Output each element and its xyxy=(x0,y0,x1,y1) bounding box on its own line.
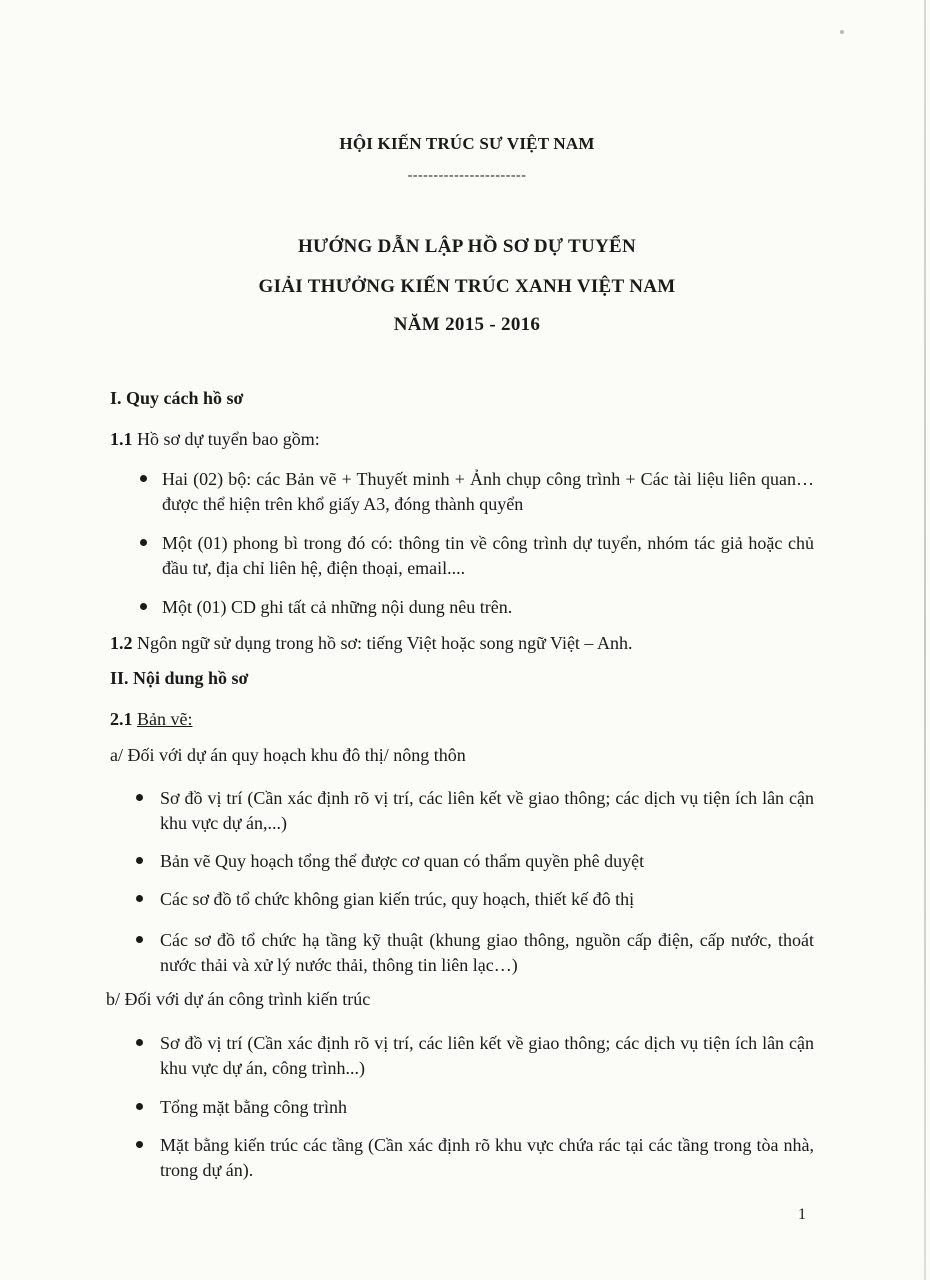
subsection-a-bullet-3: Các sơ đồ tổ chức không gian kiến trúc, quy hoạch, thiết kế đô thị xyxy=(160,889,635,909)
bullet-dot xyxy=(136,1103,143,1110)
bullet-dot xyxy=(136,857,143,864)
section-1-bullet-1: Hai (02) bộ: các Bản vẽ + Thuyết minh + Ảnh chụp công trình + Các tài liệu liên quan… được thể hiện trên khổ giấy A3, đóng thành quyển xyxy=(162,469,814,514)
bullet-dot xyxy=(136,794,143,801)
item-1-1-number: 1.1 xyxy=(110,429,133,449)
bullet-dot xyxy=(140,603,147,610)
section-1-heading: I. Quy cách hồ sơ xyxy=(110,388,244,408)
bullet-dot xyxy=(140,475,147,482)
item-2-1-label: Bản vẽ: xyxy=(137,709,193,729)
document-title-line-2: GIẢI THƯỞNG KIẾN TRÚC XANH VIỆT NAM xyxy=(258,276,676,297)
item-1-2-text: Ngôn ngữ sử dụng trong hồ sơ: tiếng Việt hoặc song ngữ Việt – Anh. xyxy=(132,633,633,653)
item-2-1 xyxy=(110,709,193,730)
item-1-2 xyxy=(110,633,632,654)
subsection-a-bullet-2: Bản vẽ Quy hoạch tổng thể được cơ quan có thẩm quyền phê duyệt xyxy=(160,851,645,871)
subsection-a-bullet-4: Các sơ đồ tổ chức hạ tầng kỹ thuật (khung giao thông, nguồn cấp điện, cấp nước, thoát nước thải và xử lý nước thải, thông tin liên lạc…) xyxy=(160,930,814,975)
bullet-dot xyxy=(136,895,143,902)
subsection-b-bullet-2: Tổng mặt bằng công trình xyxy=(160,1097,347,1117)
item-1-1 xyxy=(110,429,320,450)
subsection-b-bullet-3: Mặt bằng kiến trúc các tầng (Cần xác định rõ khu vực chứa rác tại các tầng trong tòa nhà, trong dự án). xyxy=(160,1135,814,1180)
section-2-heading: II. Nội dung hồ sơ xyxy=(110,668,249,688)
subsection-a-bullet-1: Sơ đồ vị trí (Cần xác định rõ vị trí, các liên kết về giao thông; các dịch vụ tiện ích lân cận khu vực dự án,...) xyxy=(160,788,814,833)
header-separator: ----------------------- xyxy=(407,168,527,183)
subsection-b-bullet-1: Sơ đồ vị trí (Cần xác định rõ vị trí, các liên kết về giao thông; các dịch vụ tiện ích lân cận khu vực dự án, công trình...) xyxy=(160,1033,814,1078)
section-1-bullet-3: Một (01) CD ghi tất cả những nội dung nêu trên. xyxy=(162,597,513,617)
item-2-1-number: 2.1 xyxy=(110,709,133,729)
organization-name: HỘI KIẾN TRÚC SƯ VIỆT NAM xyxy=(339,134,595,153)
bullet-dot xyxy=(140,539,147,546)
document-title-line-1: HƯỚNG DẪN LẬP HỒ SƠ DỰ TUYỂN xyxy=(297,236,637,257)
subsection-a-heading: a/ Đối với dự án quy hoạch khu đô thị/ nông thôn xyxy=(110,745,466,765)
subsection-b-heading: b/ Đối với dự án công trình kiến trúc xyxy=(106,989,371,1009)
bullet-dot xyxy=(136,936,143,943)
item-1-2-number: 1.2 xyxy=(110,633,133,653)
bullet-dot xyxy=(136,1141,143,1148)
scan-speck xyxy=(840,30,844,34)
document-title-line-3: NĂM 2015 - 2016 xyxy=(393,314,541,335)
scan-edge xyxy=(924,0,926,1280)
page-number: 1 xyxy=(798,1206,806,1223)
bullet-dot xyxy=(136,1039,143,1046)
section-1-bullet-2: Một (01) phong bì trong đó có: thông tin về công trình dự tuyển, nhóm tác giả hoặc chủ đầu tư, địa chỉ liên hệ, điện thoại, email.... xyxy=(162,533,814,578)
item-1-1-text: Hồ sơ dự tuyển bao gồm: xyxy=(132,429,320,449)
